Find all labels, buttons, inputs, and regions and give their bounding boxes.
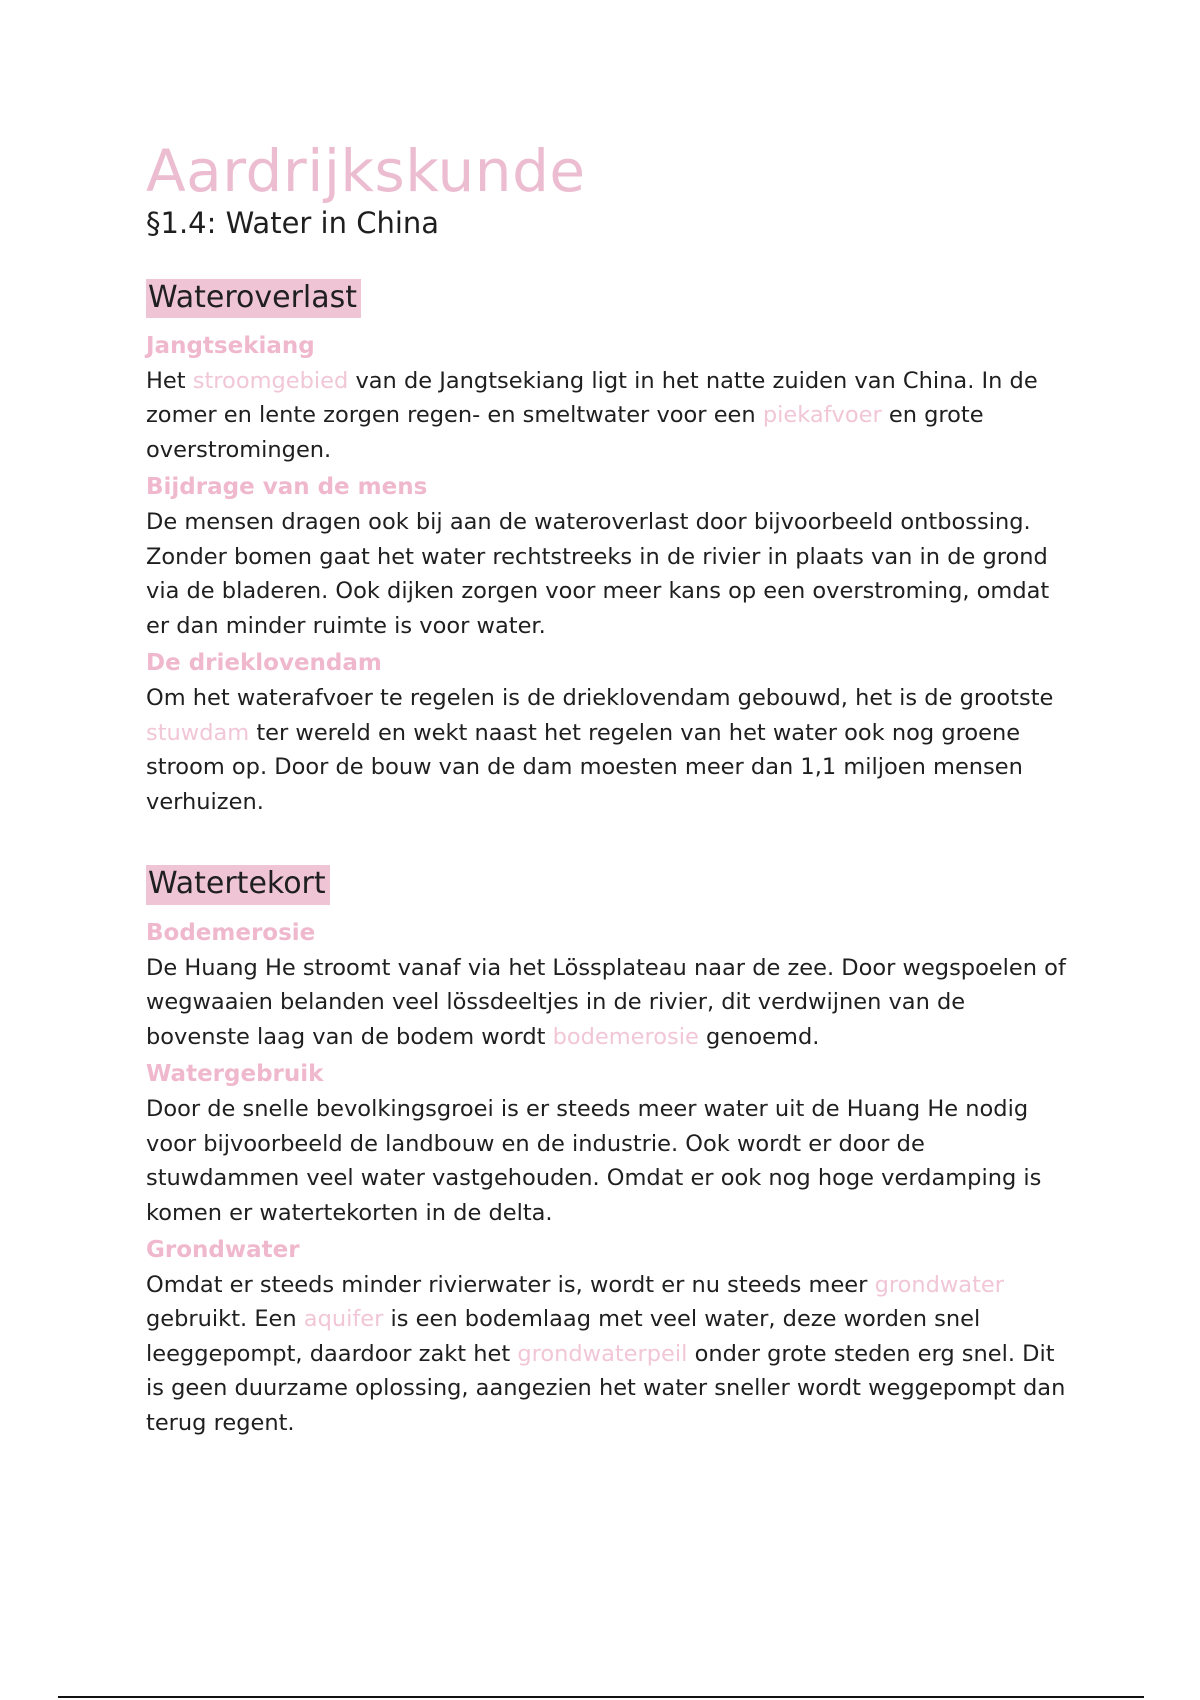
subsection-jangtsekiang bbox=[146, 332, 1066, 467]
paragraph: De mensen dragen ook bij aan de wateroverlast door bijvoorbeeld ontbossing. Zonder bomen gaat het water rechtstreeks in de rivier in plaats van in de grond via de bladeren. Ook dijken zorgen voor meer kans op een overstroming, omdat er dan minder ruimte is voor water. bbox=[146, 509, 1050, 639]
key-term: stuwdam bbox=[146, 719, 250, 746]
subsection-watergebruik bbox=[146, 1060, 1066, 1230]
subsection-bijdrage-van-de-mens bbox=[146, 473, 1066, 643]
document-page bbox=[146, 137, 1066, 1446]
subsection-title: Watergebruik bbox=[146, 1061, 324, 1088]
key-term: piekafvoer bbox=[762, 402, 882, 429]
subsection-grondwater bbox=[146, 1236, 1066, 1440]
subsection-drieklovendam bbox=[146, 649, 1066, 819]
key-term: stroomgebied bbox=[192, 367, 349, 394]
paragraph: Door de snelle bevolkingsgroei is er steeds meer water uit de Huang He nodig voor bijvoorbeeld de landbouw en de industrie. Ook wordt er door de stuwdammen veel water vastgehouden. Omdat er ook nog hoge verdamping is komen er watertekorten in de delta. bbox=[146, 1096, 1042, 1226]
paragraph: Het stroomgebied van de Jangtsekiang ligt in het natte zuiden van China. In de zomer en lente zorgen regen- en smeltwater voor een piekafvoer en grote overstromingen. bbox=[146, 367, 1038, 463]
subsection-title: Grondwater bbox=[146, 1237, 300, 1264]
paragraph: De Huang He stroomt vanaf via het Lössplateau naar de zee. Door wegspoelen of wegwaaien belanden veel lössdeeltjes in de rivier, dit verdwijnen van de bovenste laag van de bodem wordt bodemerosie genoemd. bbox=[146, 954, 1066, 1050]
key-term: grondwaterpeil bbox=[517, 1340, 688, 1367]
subsection-bodemerosie bbox=[146, 919, 1066, 1054]
key-term: aquifer bbox=[303, 1306, 384, 1333]
page-bottom-divider bbox=[58, 1696, 1144, 1698]
subsection-title: Bodemerosie bbox=[146, 919, 316, 946]
paragraph: Om het waterafvoer te regelen is de drieklovendam gebouwd, het is de grootste stuwdam ter wereld en wekt naast het regelen van het water ook nog groene stroom op. Door de bouw van de dam moesten meer dan 1,1 miljoen mensen verhuizen. bbox=[146, 685, 1054, 815]
key-term: grondwater bbox=[874, 1271, 1005, 1298]
subsection-title: Jangtsekiang bbox=[146, 333, 315, 360]
page-subtitle: §1.4: Water in China bbox=[146, 205, 440, 240]
section-heading: Watertekort bbox=[146, 865, 330, 905]
subsection-title: Bijdrage van de mens bbox=[146, 474, 428, 501]
section-heading: Wateroverlast bbox=[146, 279, 361, 319]
section-watertekort bbox=[146, 865, 1066, 1440]
subsection-title: De drieklovendam bbox=[146, 650, 382, 677]
section-wateroverlast bbox=[146, 279, 1066, 820]
key-term: bodemerosie bbox=[552, 1023, 699, 1050]
paragraph: Omdat er steeds minder rivierwater is, wordt er nu steeds meer grondwater gebruikt. Een aquifer is een bodemlaag met veel water, deze worden snel leeggepompt, daardoor zakt het grondwaterpeil onder grote steden erg snel. Dit is geen duurzame oplossing, aangezien het water sneller wordt weggepompt dan terug regent. bbox=[146, 1271, 1066, 1436]
page-title: Aardrijkskunde bbox=[146, 137, 586, 205]
